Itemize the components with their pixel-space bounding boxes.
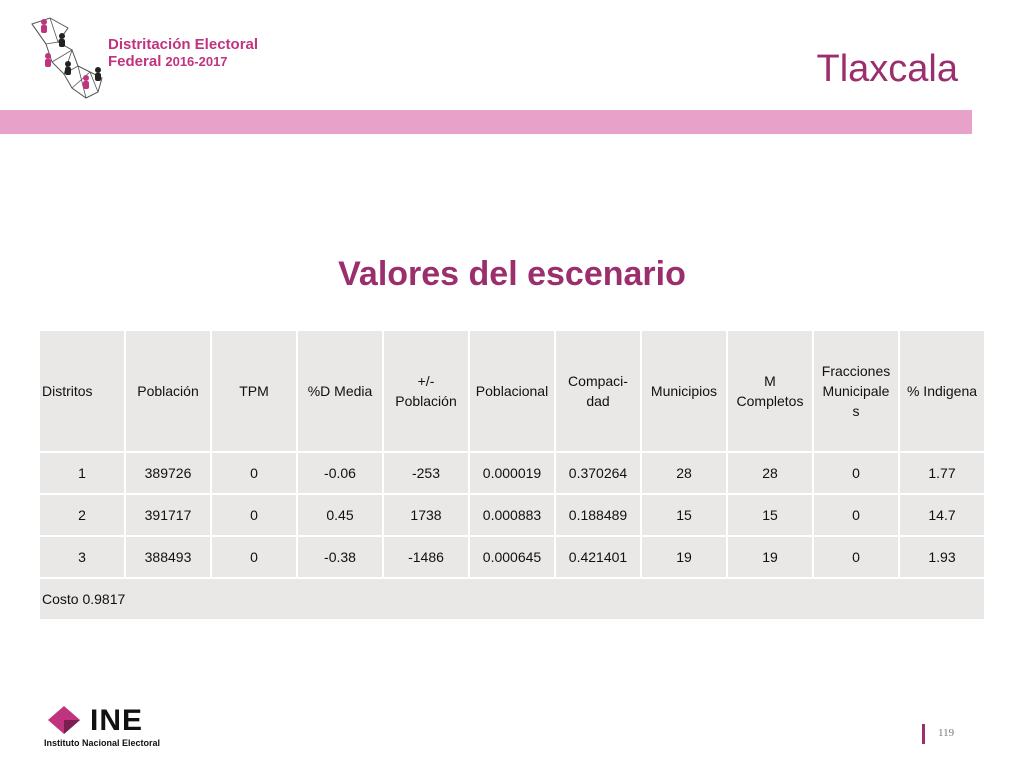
- table-cell: 19: [727, 536, 813, 578]
- page-number: 119: [938, 727, 955, 739]
- table-cell: 1738: [383, 494, 469, 536]
- table-cell: 1.93: [899, 536, 985, 578]
- table-cell: 0: [211, 494, 297, 536]
- ine-logo: [42, 704, 182, 750]
- logo-years: 2016-2017: [165, 54, 228, 69]
- table-header-row: [39, 330, 985, 452]
- table-cell: 1.77: [899, 452, 985, 494]
- column-header: Compaci- dad: [555, 330, 641, 452]
- table-cell: -0.06: [297, 452, 383, 494]
- column-header: %D Media: [297, 330, 383, 452]
- column-header: Distritos: [39, 330, 125, 452]
- table-cell: 28: [641, 452, 727, 494]
- table-cell: 0: [211, 536, 297, 578]
- column-header: M Completos: [727, 330, 813, 452]
- logo-line-1: Distritación Electoral: [108, 36, 259, 53]
- table-cell: 0.188489: [555, 494, 641, 536]
- ine-subtitle: Instituto Nacional Electoral: [44, 738, 161, 748]
- scenario-table: [38, 329, 986, 621]
- distritacion-logo-text: [108, 36, 258, 70]
- table-cell: 0.000019: [469, 452, 555, 494]
- column-header: Poblacional: [469, 330, 555, 452]
- table-cell: 0.370264: [555, 452, 641, 494]
- table-row: [39, 452, 985, 494]
- table-cell: -0.38: [297, 536, 383, 578]
- table-row: [39, 494, 985, 536]
- table-cell: 0: [813, 452, 899, 494]
- table-cell: -253: [383, 452, 469, 494]
- ine-diamond-icon: [42, 704, 88, 736]
- table-cell: 15: [641, 494, 727, 536]
- logo-line-2: [108, 53, 258, 70]
- cost-label: Costo 0.9817: [39, 578, 985, 620]
- table-cell: 0: [813, 494, 899, 536]
- logo-federal: Federal: [108, 53, 162, 70]
- page-number-separator: [922, 724, 925, 744]
- column-header: +/- Población: [383, 330, 469, 452]
- ine-wordmark: INE: [90, 704, 144, 737]
- table-cell: 1: [39, 452, 125, 494]
- table-cell: 0.000883: [469, 494, 555, 536]
- slide-title: Valores del escenario: [338, 255, 686, 293]
- table-cell: -1486: [383, 536, 469, 578]
- column-header: Fracciones Municipale s: [813, 330, 899, 452]
- table-cell: 15: [727, 494, 813, 536]
- table-cell: 0.45: [297, 494, 383, 536]
- table-cell: 28: [727, 452, 813, 494]
- column-header: % Indigena: [899, 330, 985, 452]
- state-title: Tlaxcala: [816, 48, 958, 90]
- mexico-map-people-icon: [28, 14, 108, 104]
- table-cell: 389726: [125, 452, 211, 494]
- table-cell: 388493: [125, 536, 211, 578]
- table-cell: 0.000645: [469, 536, 555, 578]
- column-header: TPM: [211, 330, 297, 452]
- table-cell: 19: [641, 536, 727, 578]
- table-cell: 391717: [125, 494, 211, 536]
- distritacion-logo: [28, 14, 278, 104]
- table-cell: 0: [211, 452, 297, 494]
- column-header: Municipios: [641, 330, 727, 452]
- cost-row: [39, 578, 985, 620]
- table-cell: 3: [39, 536, 125, 578]
- column-header: Población: [125, 330, 211, 452]
- table-row: [39, 536, 985, 578]
- header-pink-bar: [0, 110, 972, 134]
- table-cell: 2: [39, 494, 125, 536]
- table-cell: 0.421401: [555, 536, 641, 578]
- table-cell: 0: [813, 536, 899, 578]
- table-cell: 14.7: [899, 494, 985, 536]
